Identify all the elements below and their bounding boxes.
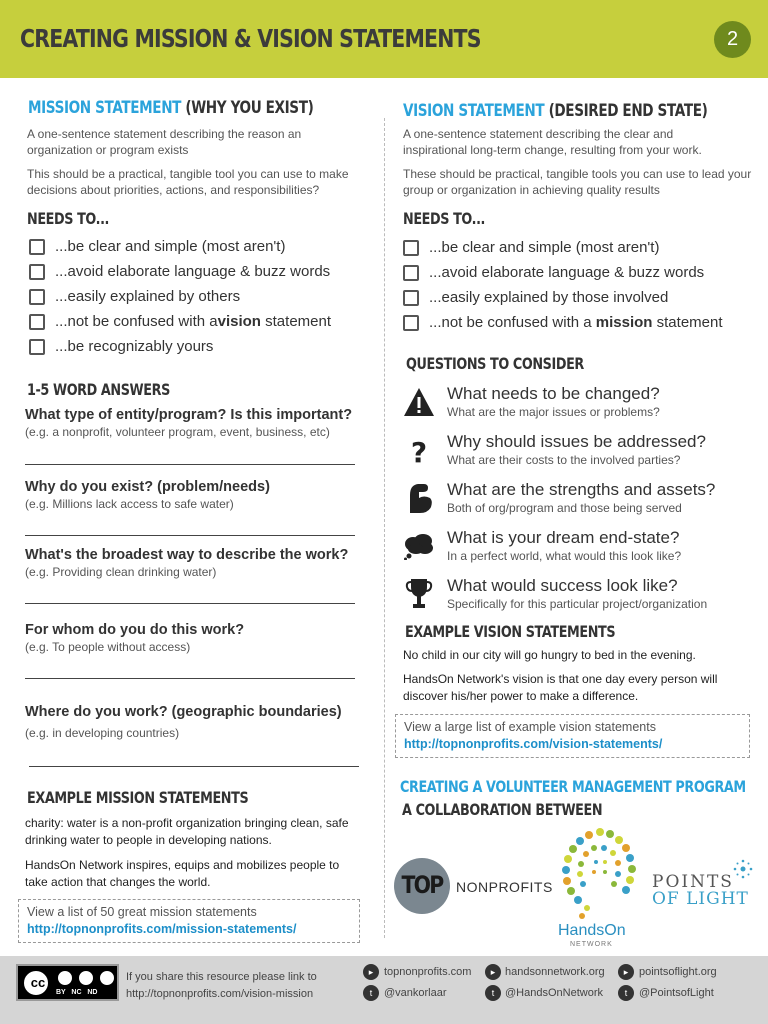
vision-needs-list	[399, 235, 757, 335]
question-example: (e.g. a nonprofit, volunteer program, event, business, etc)	[25, 425, 330, 439]
checklist-item: ...easily explained by others	[25, 284, 380, 309]
mission-link-box	[18, 899, 360, 943]
web-icon: ▸	[618, 964, 634, 980]
mission-needs-heading: NEEDS TO...	[27, 209, 110, 228]
warning-icon	[403, 384, 435, 420]
checkbox[interactable]	[29, 239, 45, 255]
checkbox[interactable]	[29, 314, 45, 330]
thought-cloud-icon	[403, 528, 435, 564]
consider-item	[403, 576, 753, 622]
question-block	[25, 479, 355, 536]
web-icon: ▸	[485, 964, 501, 980]
consider-title: Why should issues be addressed?	[447, 432, 706, 451]
question-label: Why do you exist? (problem/needs)	[25, 479, 270, 495]
consider-subtitle: What are their costs to the involved parties?	[447, 453, 681, 467]
page-footer	[0, 956, 768, 1024]
question-block	[25, 547, 355, 604]
question-example: (e.g. in developing countries)	[25, 726, 180, 740]
cc-nd-icon	[98, 969, 116, 987]
collab-subheading: A COLLABORATION BETWEEN	[402, 800, 603, 819]
question-label: For whom do you do this work?	[25, 622, 245, 638]
checklist-item: ...not be confused with a vision statement	[25, 309, 380, 334]
share-line-2[interactable]: http://topnonprofits.com/vision-mission	[126, 988, 314, 1000]
cc-icon: cc	[30, 975, 46, 990]
answer-line[interactable]	[25, 603, 355, 604]
mission-purpose: This should be a practical, tangible tool you can use to make decisions about priorities, actions, and responsibilities?	[27, 167, 349, 197]
footer-link[interactable]: pointsoflight.org	[639, 966, 717, 978]
points-of-light-logo[interactable]: POINTS OF LIGHT	[652, 858, 756, 914]
footer-link[interactable]: @PointsofLight	[639, 987, 714, 999]
answers-heading: 1-5 WORD ANSWERS	[27, 380, 170, 399]
answer-line[interactable]	[25, 678, 355, 679]
star-burst-icon	[732, 858, 754, 880]
question-mark-icon	[403, 432, 435, 468]
checkbox[interactable]	[403, 290, 419, 306]
question-label: What type of entity/program? Is this important?	[25, 407, 353, 423]
twitter-icon: t	[363, 985, 379, 1001]
consider-item	[403, 480, 753, 526]
checkbox[interactable]	[403, 315, 419, 331]
answer-line[interactable]	[25, 535, 355, 536]
mission-link-text: View a list of 50 great mission statements	[27, 905, 257, 919]
vision-link-box	[395, 714, 750, 758]
vision-heading: VISION STATEMENT (DESIRED END STATE)	[403, 101, 708, 121]
share-line-1: If you share this resource please link to	[126, 971, 317, 983]
column-divider	[384, 118, 385, 938]
flexed-arm-icon	[403, 480, 435, 516]
mission-examples-heading: EXAMPLE MISSION STATEMENTS	[27, 788, 249, 807]
vision-link-url[interactable]: http://topnonprofits.com/vision-statements/	[404, 737, 663, 751]
checkbox[interactable]	[29, 289, 45, 305]
consider-subtitle: Specifically for this particular project/organization	[447, 597, 708, 611]
footer-link[interactable]: @vankorlaar	[384, 987, 447, 999]
checklist-item: ...easily explained by those involved	[399, 285, 757, 310]
consider-subtitle: In a perfect world, what would this look like?	[447, 549, 682, 563]
twitter-icon: t	[618, 985, 634, 1001]
checklist-item: ...be clear and simple (most aren't)	[25, 234, 380, 259]
consider-title: What are the strengths and assets?	[447, 480, 716, 499]
question-block	[25, 622, 355, 679]
cc-tags: BY NC ND	[56, 989, 98, 996]
vision-description: A one-sentence statement describing the clear and inspirational long-term change, resulting from your work.	[403, 127, 702, 157]
vision-example-1: No child in our city will go hungry to bed in the evening.	[403, 648, 696, 662]
consider-subtitle: Both of org/program and those being served	[447, 501, 682, 515]
cc-nc-icon	[77, 969, 95, 987]
checkbox[interactable]	[403, 265, 419, 281]
checklist-item: ...be clear and simple (most aren't)	[399, 235, 757, 260]
page-title: CREATING MISSION & VISION STATEMENTS	[20, 24, 481, 53]
handson-dots-icon	[556, 826, 648, 922]
checklist-item: ...avoid elaborate language & buzz words	[25, 259, 380, 284]
consider-title: What is your dream end-state?	[447, 528, 680, 547]
checkbox[interactable]	[29, 264, 45, 280]
vision-purpose: These should be practical, tangible tools you can use to lead your group or organization in achieving quality results	[403, 167, 752, 197]
consider-list	[403, 384, 753, 622]
vision-examples-heading: EXAMPLE VISION STATEMENTS	[405, 622, 616, 641]
consider-subtitle: What are the major issues or problems?	[447, 405, 660, 419]
mission-needs-list	[25, 234, 380, 359]
page-header	[0, 0, 768, 78]
topnonprofits-logo[interactable]: TOP NONPROFITS	[394, 858, 554, 918]
questions-heading: QUESTIONS TO CONSIDER	[406, 354, 584, 373]
footer-link[interactable]: @HandsOnNetwork	[505, 987, 603, 999]
twitter-icon: t	[485, 985, 501, 1001]
creative-commons-badge[interactable]	[16, 964, 119, 1001]
answer-line[interactable]	[29, 766, 359, 767]
consider-title: What would success look like?	[447, 576, 678, 595]
footer-link[interactable]: handsonnetwork.org	[505, 966, 605, 978]
question-block	[25, 407, 355, 465]
question-block	[25, 704, 359, 767]
page-number-badge: 2	[714, 21, 751, 58]
vision-example-2: HandsOn Network's vision is that one day every person will discover his/her power to make a difference.	[403, 672, 718, 703]
consider-item	[403, 432, 753, 478]
checklist-item: ...avoid elaborate language & buzz words	[399, 260, 757, 285]
vision-link-text: View a large list of example vision statements	[404, 720, 656, 734]
checklist-item: ...not be confused with a mission statement	[399, 310, 757, 335]
checkbox[interactable]	[29, 339, 45, 355]
footer-link[interactable]: topnonprofits.com	[384, 966, 472, 978]
web-icon: ▸	[363, 964, 379, 980]
svg-text:?: ?	[410, 436, 428, 466]
checklist-item: ...be recognizably yours	[25, 334, 380, 359]
handson-network-logo[interactable]: HandsOn NETWORK	[556, 826, 648, 950]
question-example: (e.g. To people without access)	[25, 640, 191, 654]
collab-heading: CREATING A VOLUNTEER MANAGEMENT PROGRAM	[400, 777, 746, 796]
cc-by-icon	[56, 969, 74, 987]
question-label: Where do you work? (geographic boundaries)	[25, 704, 342, 720]
consider-item	[403, 384, 753, 430]
consider-item	[403, 528, 753, 574]
mission-heading: MISSION STATEMENT (WHY YOU EXIST)	[28, 98, 314, 118]
question-example: (e.g. Millions lack access to safe water)	[25, 497, 234, 511]
mission-description: A one-sentence statement describing the reason an organization or program exists	[27, 127, 302, 157]
checkbox[interactable]	[403, 240, 419, 256]
question-label: What's the broadest way to describe the work?	[25, 547, 349, 563]
mission-link-url[interactable]: http://topnonprofits.com/mission-statements/	[27, 922, 297, 936]
mission-example-2: HandsOn Network inspires, equips and mobilizes people to take action that changes the world.	[25, 858, 340, 889]
vision-needs-heading: NEEDS TO...	[403, 209, 486, 228]
consider-title: What needs to be changed?	[447, 384, 660, 403]
mission-example-1: charity: water is a non-profit organization bringing clean, safe drinking water to people in developing nations.	[25, 816, 349, 847]
trophy-icon	[403, 576, 435, 612]
question-example: (e.g. Providing clean drinking water)	[25, 565, 217, 579]
answer-line[interactable]	[25, 464, 355, 465]
